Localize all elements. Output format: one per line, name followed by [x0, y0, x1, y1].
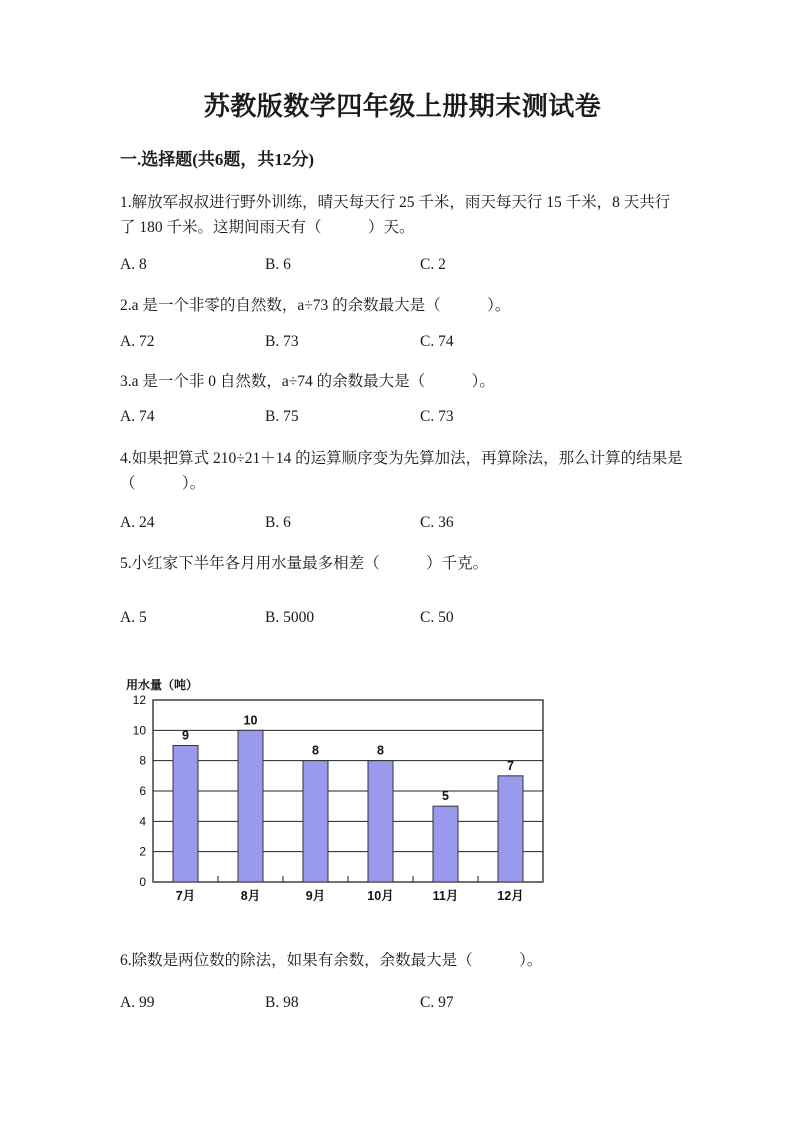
y-tick-label: 8: [139, 753, 146, 768]
bar-12月: [498, 776, 523, 882]
question-block: [120, 551, 685, 628]
question-text: 4.如果把算式 210÷21＋14 的运算顺序变为先算加法，再算除法，那么计算的结果是（ ）。: [120, 450, 683, 492]
question-list-bottom: [120, 948, 685, 1013]
y-axis-title: 用水量（吨）: [126, 678, 199, 692]
bar-10月: [368, 761, 393, 882]
y-tick-label: 10: [132, 723, 146, 738]
option-item: A. 99: [120, 994, 155, 1011]
option-item: B. 75: [265, 408, 299, 425]
question-block: [120, 446, 685, 533]
option-item: C. 73: [420, 408, 454, 425]
y-tick-label: 12: [132, 693, 146, 707]
question-text: 3.a 是一个非 0 自然数，a÷74 的余数最大是（ ）。: [120, 373, 495, 390]
option-item: A. 72: [120, 333, 155, 350]
bar-7月: [173, 746, 198, 883]
option-item: B. 73: [265, 333, 299, 350]
option-item: C. 36: [420, 514, 454, 531]
option-item: B. 5000: [265, 609, 315, 626]
y-tick-label: 4: [139, 814, 146, 829]
bar-value-label: 7: [507, 758, 514, 773]
x-category-label: 10月: [367, 889, 394, 903]
option-item: B. 6: [265, 256, 291, 273]
y-tick-label: 0: [139, 875, 146, 889]
question-text: 1.解放军叔叔进行野外训练，晴天每天行 25 千米，雨天每天行 15 千米，8 天共行了 180 千米。这期间雨天有（ ）天。: [120, 194, 671, 236]
x-category-label: 12月: [497, 889, 524, 903]
x-category-label: 11月: [432, 889, 459, 903]
bar-value-label: 10: [243, 713, 258, 728]
y-tick-label: 2: [139, 844, 146, 859]
question-text: 2.a 是一个非零的自然数，a÷73 的余数最大是（ ）。: [120, 297, 511, 314]
option-item: A. 8: [120, 256, 147, 273]
water-usage-bar-chart-svg: [118, 676, 588, 908]
question-options: [120, 513, 685, 533]
option-item: B. 98: [265, 994, 299, 1011]
bar-value-label: 8: [312, 743, 319, 758]
bar-value-label: 8: [377, 743, 384, 758]
question-list-top: [120, 190, 685, 628]
option-item: A. 24: [120, 514, 155, 531]
x-category-label: 8月: [240, 889, 261, 903]
y-tick-label: 6: [139, 784, 146, 798]
question-options: [120, 407, 685, 427]
question-options: [120, 608, 685, 628]
bar-9月: [303, 761, 328, 882]
section-header: 一.选择题(共6题，共12分): [120, 150, 315, 169]
question-text: 6.除数是两位数的除法，如果有余数，余数最大是（ ）。: [120, 952, 543, 969]
water-usage-bar-chart: [118, 676, 685, 908]
option-item: C. 74: [420, 333, 454, 350]
bar-8月: [238, 730, 263, 882]
option-item: B. 6: [265, 514, 291, 531]
x-category-label: 7月: [175, 889, 196, 903]
option-item: A. 74: [120, 408, 155, 425]
question-options: [120, 255, 685, 275]
option-item: C. 97: [420, 994, 454, 1011]
question-block: [120, 948, 685, 1013]
option-item: A. 5: [120, 609, 147, 626]
option-item: C. 50: [420, 609, 454, 626]
bar-value-label: 5: [442, 789, 449, 804]
bar-value-label: 9: [182, 728, 189, 743]
question-block: [120, 293, 685, 352]
question-block: [120, 190, 685, 275]
option-item: C. 2: [420, 256, 446, 273]
question-options: [120, 332, 685, 352]
question-options: [120, 993, 685, 1013]
x-category-label: 9月: [305, 889, 326, 903]
question-text: 5.小红家下半年各月用水量最多相差（ ）千克。: [120, 555, 489, 572]
page-title: 苏教版数学四年级上册期末测试卷: [203, 92, 602, 121]
question-block: [120, 369, 685, 427]
bar-11月: [433, 806, 458, 882]
